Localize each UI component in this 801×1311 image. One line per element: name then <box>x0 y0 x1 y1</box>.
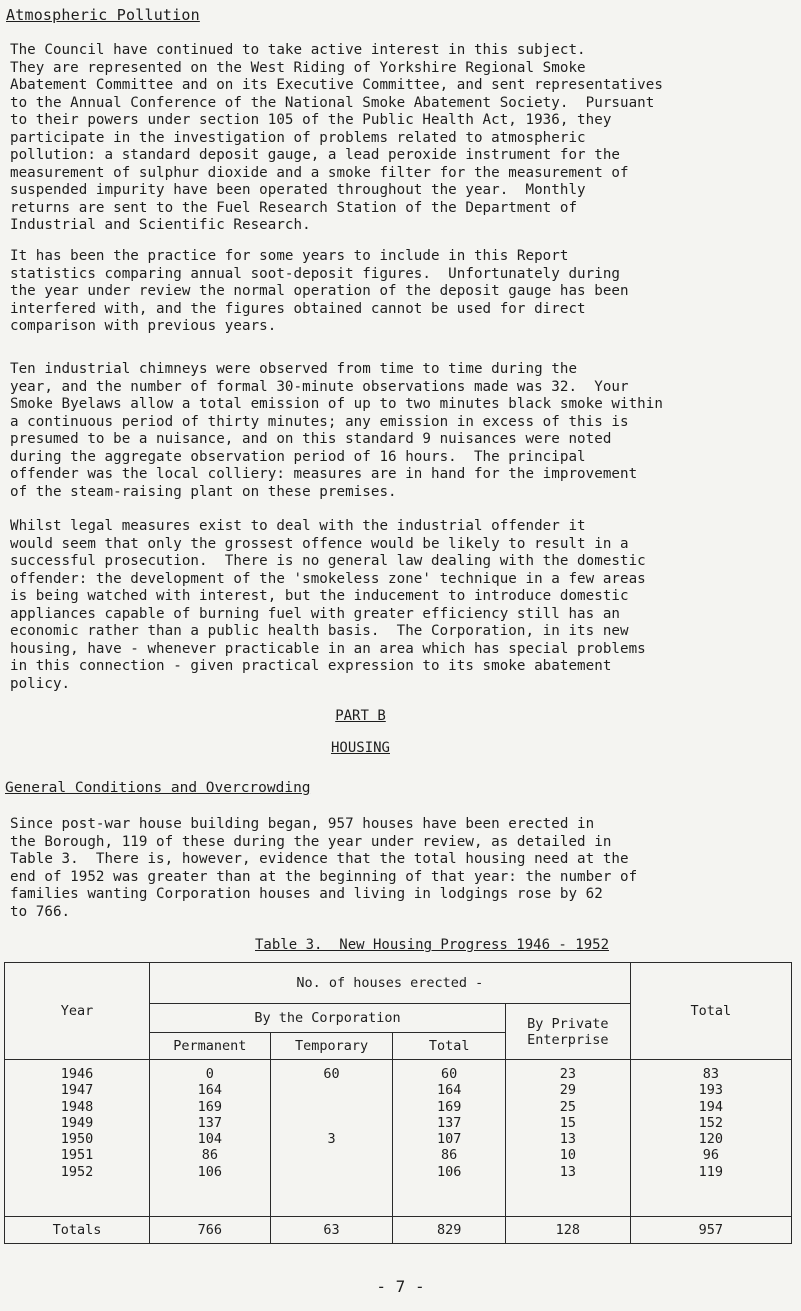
text-line: families wanting Corporation houses and living in lodgings rose by 62 <box>10 886 603 902</box>
cell-temporary <box>271 1099 393 1115</box>
text-line: the year under review the normal operation of the deposit gauge has been <box>10 283 629 299</box>
cell-temporary <box>271 1164 393 1180</box>
text-line: the Borough, 119 of these during the year under review, as detailed in <box>10 833 612 850</box>
cell-total: 120 <box>698 1131 724 1148</box>
cell-year: 1947 <box>60 1082 94 1099</box>
text-line: interfered with, and the figures obtained cannot be used for direct <box>10 300 586 317</box>
header-permanent: Permanent <box>150 1033 271 1060</box>
column-temporary <box>270 1060 393 1217</box>
cell-total: 119 <box>698 1163 724 1180</box>
text-line: appliances capable of burning fuel with greater efficiency still has an <box>10 605 621 622</box>
text-line: presumed to be a nuisance, and on this standard 9 nuisances were noted <box>10 431 612 447</box>
text-line: participate in the investigation of problems related to atmospheric <box>10 129 586 146</box>
column-private-enterprise <box>505 1060 630 1217</box>
totals-private: 128 <box>505 1217 630 1244</box>
text-line: measurement of sulphur dioxide and a smoke filter for the measurement of <box>10 164 629 181</box>
part-heading: PART B <box>335 708 386 724</box>
cell-temporary <box>271 1147 393 1163</box>
cell-year: 1948 <box>60 1098 94 1115</box>
cell-permanent: 137 <box>197 1114 223 1131</box>
cell-total: 194 <box>698 1098 724 1115</box>
cell-total: 193 <box>698 1082 724 1099</box>
text-line: in this connection - given practical expression to its smoke abatement <box>10 658 612 674</box>
text-line: is being watched with interest, but the inducement to introduce domestic <box>10 588 629 604</box>
paragraph-soot-deposit <box>10 248 795 336</box>
cell-permanent: 0 <box>205 1066 214 1082</box>
cell-private: 10 <box>559 1147 576 1164</box>
header-private-enterprise: By Private Enterprise <box>505 1004 630 1060</box>
text-line: economic rather than a public health basis. The Corporation, in its new <box>10 623 629 639</box>
text-line: to their powers under section 105 of the Public Health Act, 1936, they <box>10 112 612 128</box>
text-line: Table 3. There is, however, evidence that the total housing need at the <box>10 851 629 867</box>
paragraph-council-interest <box>10 42 795 235</box>
cell-private: 25 <box>559 1098 576 1115</box>
text-line: Industrial and Scientific Research. <box>10 217 311 233</box>
text-line: statistics comparing annual soot-deposit figures. Unfortunately during <box>10 265 621 282</box>
text-line: Since post-war house building began, 957 houses have been erected in <box>10 816 595 832</box>
text-line: would seem that only the grossest offence would be likely to result in a <box>10 535 629 552</box>
text-line: of the steam-raising plant on these premises. <box>10 483 397 500</box>
cell-permanent: 164 <box>197 1082 223 1099</box>
column-corporation-total <box>393 1060 506 1217</box>
text-line: offender: the development of the 'smokeless zone' technique in a few areas <box>10 570 646 587</box>
housing-heading: HOUSING <box>330 740 390 756</box>
cell-year: 1946 <box>60 1066 94 1082</box>
cell-year: 1952 <box>60 1163 94 1180</box>
table-caption: Table 3. New Housing Progress 1946 - 1952 <box>255 937 610 953</box>
cell-corporation-total: 86 <box>441 1147 458 1164</box>
cell-temporary <box>271 1115 393 1131</box>
text-line: year, and the number of formal 30-minute observations made was 32. Your <box>10 378 629 395</box>
header-houses-erected: No. of houses erected - <box>150 963 631 1004</box>
column-year <box>5 1060 150 1217</box>
paragraph-post-war-building <box>10 816 795 921</box>
text-line: comparison with previous years. <box>10 318 277 334</box>
text-line: Smoke Byelaws allow a total emission of up to two minutes black smoke within <box>10 396 663 412</box>
cell-temporary <box>271 1082 393 1098</box>
text-line: The Council have continued to take active interest in this subject. <box>10 42 586 58</box>
cell-temporary: 60 <box>323 1066 340 1082</box>
text-line: policy. <box>10 675 71 692</box>
cell-private: 29 <box>559 1082 576 1099</box>
totals-label: Totals <box>5 1217 150 1244</box>
text-line: successful prosecution. There is no general law dealing with the domestic <box>10 553 646 569</box>
text-line: housing, have - whenever practicable in an area which has special problems <box>10 640 646 657</box>
cell-corporation-total: 60 <box>441 1066 458 1082</box>
column-total <box>630 1060 791 1217</box>
text-line: end of 1952 was greater than at the beginning of that year: the number of <box>10 868 638 885</box>
header-temporary: Temporary <box>270 1033 393 1060</box>
text-line: It has been the practice for some years to include in this Report <box>10 248 569 264</box>
text-line: offender was the local colliery: measures are in hand for the improvement <box>10 466 638 482</box>
totals-corporation-total: 829 <box>393 1217 506 1244</box>
cell-corporation-total: 164 <box>436 1082 462 1099</box>
text-line: suspended impurity have been operated throughout the year. Monthly <box>10 182 586 198</box>
paragraph-legal-measures <box>10 518 795 693</box>
cell-temporary: 3 <box>327 1131 336 1148</box>
cell-year: 1949 <box>60 1114 94 1131</box>
cell-private: 23 <box>559 1066 576 1082</box>
cell-private: 15 <box>559 1114 576 1131</box>
text-line: Whilst legal measures exist to deal with the industrial offender it <box>10 518 586 534</box>
text-line: to the Annual Conference of the National Smoke Abatement Society. Pursuant <box>10 94 655 111</box>
header-corporation: By the Corporation <box>150 1004 506 1033</box>
cell-total: 96 <box>702 1147 719 1164</box>
header-corporation-total: Total <box>393 1033 506 1060</box>
text-line: They are represented on the West Riding of Yorkshire Regional Smoke <box>10 59 586 76</box>
header-total: Total <box>630 963 791 1060</box>
cell-year: 1950 <box>60 1131 94 1148</box>
totals-temporary: 63 <box>270 1217 393 1244</box>
cell-private: 13 <box>559 1131 576 1148</box>
column-permanent <box>150 1060 271 1217</box>
housing-progress-table <box>4 962 792 1244</box>
cell-permanent: 104 <box>197 1131 223 1148</box>
cell-permanent: 106 <box>197 1163 223 1180</box>
text-line: to 766. <box>10 903 71 920</box>
page-number: - 7 - <box>376 1277 425 1296</box>
cell-total: 152 <box>698 1114 724 1131</box>
cell-corporation-total: 137 <box>436 1114 462 1131</box>
text-line: pollution: a standard deposit gauge, a lead peroxide instrument for the <box>10 147 621 163</box>
text-line: Abatement Committee and on its Executive Committee, and sent representatives <box>10 77 663 93</box>
section-heading-atmospheric-pollution: Atmospheric Pollution <box>6 6 200 24</box>
cell-corporation-total: 107 <box>436 1131 462 1148</box>
subsection-heading-general-conditions: General Conditions and Overcrowding <box>5 780 311 796</box>
totals-permanent: 766 <box>150 1217 271 1244</box>
header-year: Year <box>5 963 150 1060</box>
cell-corporation-total: 106 <box>436 1163 462 1180</box>
text-line: during the aggregate observation period of 16 hours. The principal <box>10 448 586 465</box>
cell-permanent: 86 <box>201 1147 218 1164</box>
cell-private: 13 <box>559 1163 576 1180</box>
cell-year: 1951 <box>60 1147 94 1164</box>
text-line: returns are sent to the Fuel Research Station of the Department of <box>10 199 578 216</box>
cell-permanent: 169 <box>197 1098 223 1115</box>
text-line: Ten industrial chimneys were observed from time to time during the <box>10 361 578 377</box>
cell-total: 83 <box>702 1066 719 1082</box>
totals-total: 957 <box>630 1217 791 1244</box>
totals-row <box>5 1217 792 1244</box>
cell-corporation-total: 169 <box>436 1098 462 1115</box>
text-line: a continuous period of thirty minutes; any emission in excess of this is <box>10 413 629 430</box>
paragraph-industrial-chimneys <box>10 361 795 501</box>
